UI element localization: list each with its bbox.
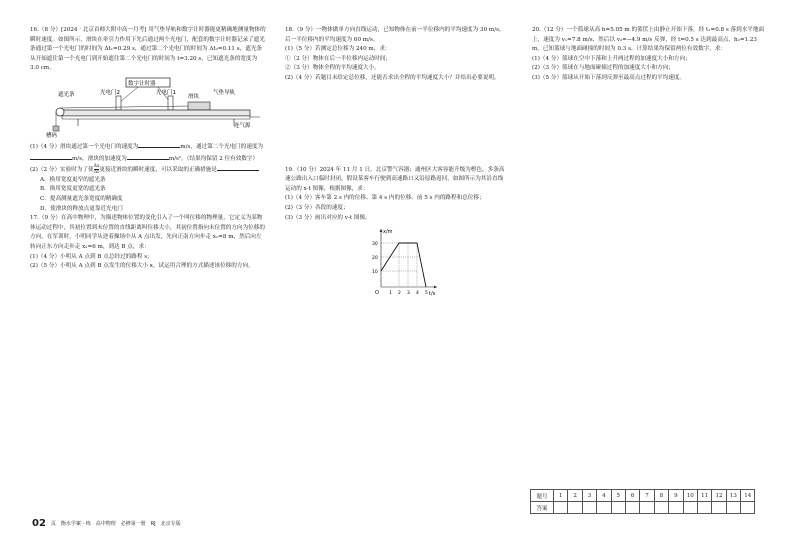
table-cell: 5: [611, 490, 625, 502]
table-cell: 11: [697, 490, 711, 502]
x-tick-2: 2: [398, 291, 401, 297]
hook-label: 槽码: [46, 132, 58, 138]
q20-part1: (1)（4 分）篮球在空中下落和上升两过程的加速度大小和方向；: [532, 55, 691, 62]
table-cell: 7: [640, 490, 654, 502]
graph-origin: O: [375, 290, 379, 297]
answer-cell[interactable]: [697, 502, 711, 514]
xt-graph: [371, 225, 441, 297]
x-tick-3: 3: [407, 291, 410, 297]
slider-label: 滑块: [188, 93, 200, 100]
y-tick-20: 20: [372, 256, 378, 262]
q18-part1b: ②（3 分）物体全程的平均速度大小。: [285, 65, 380, 72]
table-cell: 3: [582, 490, 596, 502]
table-cell: 1: [554, 490, 568, 502]
q19-stem: 19.（10 分）2024 年 11 月 1 日，北京警气容器；通州区大客容能升级为橙色，多条高速公路出入口临时封闭，假设某客车行驶到高速路口又沿原路返回，如图所示为其沿直线运动的 x-t 图像，根据图像，求：: [285, 166, 505, 192]
answer-cell[interactable]: [597, 502, 611, 514]
answer-cell[interactable]: [683, 502, 697, 514]
answer-cell[interactable]: [640, 502, 654, 514]
table-cell: 13: [726, 490, 740, 502]
q18-part2: (2)（4 分）若题目未给定总位移，还能否求出全程的平均速度大小？并给出必要说明。: [285, 74, 500, 81]
q16-option-c: C．提高测量遮光条宽度的精确度: [40, 195, 123, 202]
q19-part3: (3)（3 分）画出对应的 v-t 图像。: [285, 214, 371, 221]
y-tick-10: 10: [372, 270, 378, 276]
rail-label: 气垫导轨: [213, 89, 236, 96]
x-tick-5: 5: [425, 291, 428, 297]
q20-stem: 20.（12 分）一个篮球从高 h=5.05 m 的篮筐上由静止开始下落，经 t₁=0.8 s 落到水平地面上，速度为 v₁=7.8 m/s，然后以 v₂=−4.9 m/s 反弹，经 t=0.5 s 达到最高点，h₂=1.23 m，已知篮球与地面碰撞的时间为 0.3 s，计算结果均保留两位有效数字，求：: [532, 27, 765, 53]
q19-part2: (2)（3 分）各段的速度；: [285, 204, 349, 211]
column-middle: [285, 26, 507, 297]
graph-y-label: x/m: [383, 229, 393, 236]
air-source-label: 连气源: [234, 122, 251, 129]
answer-cell[interactable]: [611, 502, 625, 514]
q19-part1: (1)（4 分）客车第 2 s 内的位移、第 4 s 内的位移、前 5 s 内的路程和总位移；: [285, 195, 485, 202]
q17-part1: (1)（4 分）小明从 A 点到 B 点总经过的路程 s；: [30, 253, 153, 260]
q16-part2: (2)（2 分）实验时为了使 $\frac{\Delta x}{\Delta t}$ 更接近滑块的瞬时速度，可以采取的正确措施是: [30, 164, 266, 176]
table-cell: 9: [669, 490, 683, 502]
table-cell: 14: [741, 490, 755, 502]
q16-part1: (1)（4 分）滑块通过第一个光电门的速度为 m/s，通过第二个光电门的速度为m/s，滑块的加速度为 m/s²。（结果均保留 2 位有效数字）: [30, 141, 266, 164]
answer-blank-1[interactable]: [138, 141, 180, 148]
answer-table-answer-row: [531, 502, 755, 514]
answer-table-header-number: 题号: [531, 490, 554, 502]
answer-cell[interactable]: [582, 502, 596, 514]
slider-block: [188, 102, 210, 110]
gate2-label: 光电门2: [100, 89, 120, 96]
answer-blank-3[interactable]: [127, 153, 169, 160]
answer-cell[interactable]: [669, 502, 683, 514]
answer-cell[interactable]: [741, 502, 755, 514]
column-right: [532, 26, 767, 84]
air-rail: [62, 110, 250, 116]
graph-x-label: t/s: [429, 291, 436, 298]
gate1-label: 光电门1: [156, 89, 176, 96]
q17-part2: (2)（5 分）小明从 A 点到 B 点发生的位移大小 x，试运用合理的方式描述该位移的方向。: [30, 263, 254, 270]
table-cell: 12: [712, 490, 726, 502]
answer-cell[interactable]: [625, 502, 639, 514]
x-tick-1: 1: [389, 291, 392, 297]
footer-text: 页 衡水学案 · 练 高中物理 必修第一册 RJ 北京专版: [50, 521, 181, 527]
q18-part1: (1)（5 分）若测定总位移为 240 m，求：: [285, 46, 391, 53]
q20-part2: (2)（3 分）篮球在与地面碰撞过程的加速度大小和方向；: [532, 65, 674, 72]
answer-table: [530, 489, 755, 514]
column-left: [30, 26, 266, 272]
answer-table-header-answer: 答案: [531, 502, 554, 514]
table-cell: 4: [597, 490, 611, 502]
hook-weight: [53, 126, 59, 131]
q18-stem: 18.（9 分）一物体做单方向直线运动，已知物体在前一半位移内的平均速度为 30 m/s，后一半位移内的平均速度为 60 m/s。: [285, 27, 505, 43]
answer-blank-4[interactable]: [217, 164, 259, 171]
page-footer: [32, 518, 181, 529]
q20-part3: (3)（5 分）篮球从开始下落到反弹至最高点过程的平均速度。: [532, 74, 686, 81]
q16-option-a: A．换用宽度更窄的遮光条: [40, 176, 106, 183]
table-cell: 6: [625, 490, 639, 502]
answer-cell[interactable]: [554, 502, 568, 514]
q17-stem: 17.（9 分）在高中物理中，为描述物体位置的变化引入了一个叫位移的物理量，它定义为某物体运动过程中，其初位置到末位置的直线距离叫位移大小，其初位置指向末位置的方向为位移的方向。在军训时，小明同学从逆着操场中从 A 点出发，先向正南方向步走 x₁=8 m，然后向左转向正东方向走步走 x₂=6 m，到达 B 点，求：: [30, 215, 265, 250]
q16-option-b: B．换用宽度更宽的遮光条: [40, 186, 106, 193]
photogate-2: [116, 96, 121, 110]
pulley: [56, 108, 64, 116]
answer-blank-2[interactable]: [30, 153, 72, 160]
q18-part1a: ①（2 分）物体在后一半位移内运动时间；: [285, 55, 392, 62]
table-cell: 10: [683, 490, 697, 502]
q16-option-d: D．使滑块的释放点更靠近光电门: [40, 205, 123, 212]
answer-cell[interactable]: [568, 502, 582, 514]
air-track-figure: [38, 76, 268, 138]
photogate-1: [168, 96, 173, 110]
timer-label: 数字计时器: [128, 80, 156, 87]
answer-cell[interactable]: [712, 502, 726, 514]
x-tick-4: 4: [416, 291, 419, 297]
shade-label: 遮光条: [58, 91, 75, 98]
answer-table-number-row: [531, 490, 755, 502]
q16-stem: 16.（8 分）[2024 · 北京首师大附中高一月考] 用气垫导轨和数字计时器能更精确地测量物体的瞬时速度。如图所示，滑块在牵引力作用下先后通过两个光电门，配套的数字计时器记录了遮光条通过第一个光电门的时间为 Δt₁=0.29 s，通过第二个光电门的时间为 Δt₂=0.11 s，遮光条从开始遮住第一个光电门到开始遮住第二个光电门的时间为 t=3.20 s，已知遮光条的宽度为 3.0 cm。: [30, 27, 266, 72]
answer-cell[interactable]: [726, 502, 740, 514]
xt-line: [381, 243, 426, 287]
fraction: $\frac{\Delta x}{\Delta t}$: [93, 164, 100, 176]
table-cell: 8: [654, 490, 668, 502]
y-tick-30: 30: [372, 242, 378, 248]
answer-cell[interactable]: [654, 502, 668, 514]
table-cell: 2: [568, 490, 582, 502]
page-number: 02: [32, 518, 46, 529]
